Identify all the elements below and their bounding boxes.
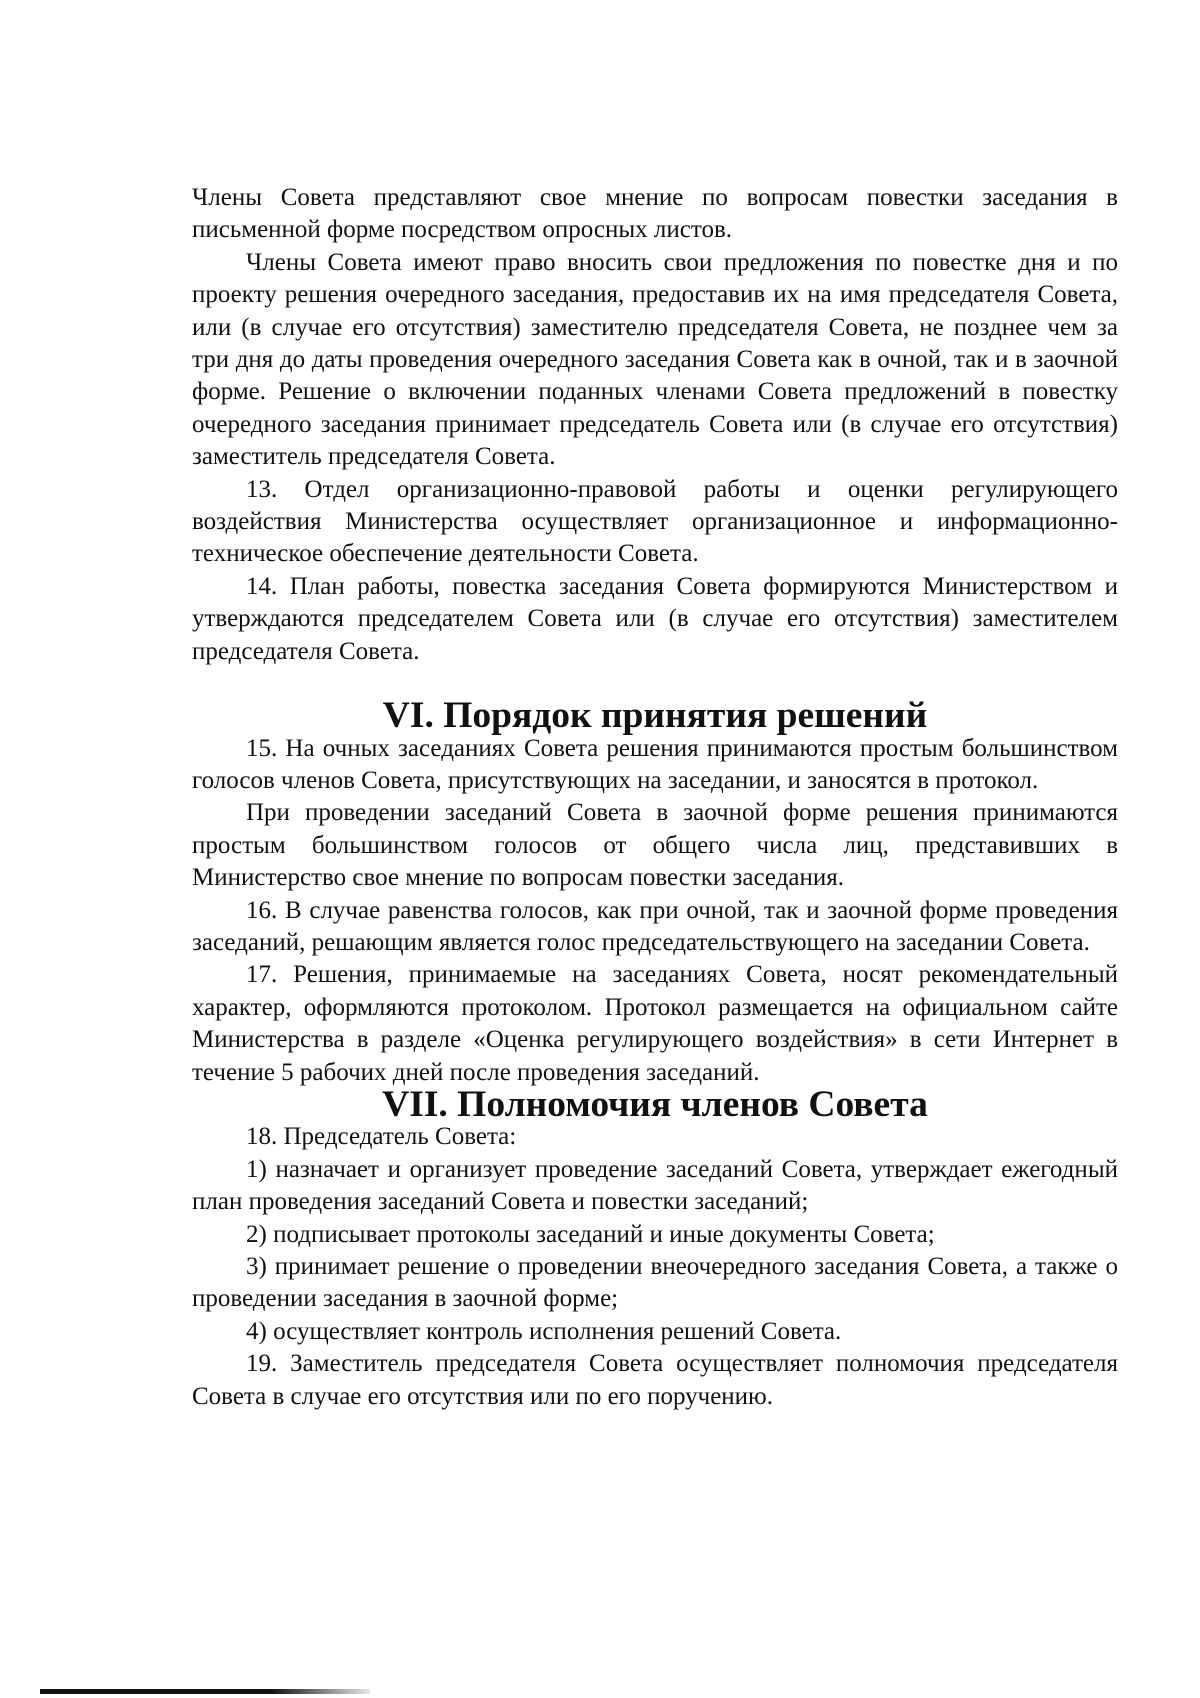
paragraph-15: 15. На очных заседаниях Совета решения принимаются простым большинством голосов членов Совета, присутствующих на заседании, и заносятся в протокол. [192,734,1118,794]
list-item-18-4: 4) осуществляет контроль исполнения решений Совета. [246,1317,842,1345]
paragraph-18: 18. Председатель Совета: [246,1123,517,1151]
paragraph-proposals: Члены Совета имеют право вносить свои предложения по повестке дня и по проекту решения очередного заседания, предоставив их на имя председателя Совета, или (в случае его отсутствия) заместителю председателя Совета, не позднее чем за три дня до даты проведения очередного заседания Совета как в очной, так и в заочной форме. Решение о включении поданных членами Совета предложений в повестку очередного заседания принимает председатель Совета или (в случае его отсутствия) заместитель председателя Совета. [192,248,1118,471]
scan-edge-line [40,1689,370,1694]
section-heading-vii: VII. Полномочия членов Совета [382,1083,928,1125]
paragraph-14: 14. План работы, повестка заседания Совета формируются Министерством и утверждаются председателем Совета или (в случае его отсутствия) заместителем председателя Совета. [192,572,1118,665]
paragraph-16: 16. В случае равенства голосов, как при очной, так и заочной форме проведения заседаний, решающим является голос председательствующего на заседании Совета. [192,896,1118,956]
document-page [192,182,1118,1413]
paragraph-13: 13. Отдел организационно-правовой работы и оценки регулирующего воздействия Министерства осуществляет организационное и информационно-техническое обеспечение деятельности Совета. [192,475,1118,568]
list-item-18-2: 2) подписывает протоколы заседаний и иные документы Совета; [246,1220,935,1248]
paragraph-absentee-voting: При проведении заседаний Совета в заочной форме решения принимаются простым большинством голосов от общего числа лиц, представивших в Министерство свое мнение по вопросам повестки заседания. [192,799,1118,892]
paragraph-opinion-written: Члены Совета представляют свое мнение по вопросам повестки заседания в письменной форме посредством опросных листов. [192,184,1118,244]
list-item-18-3: 3) принимает решение о проведении внеочередного заседания Совета, а также о проведении заседания в заочной форме; [192,1253,1118,1313]
section-heading-vi: VI. Порядок принятия решений [382,695,928,737]
paragraph-19: 19. Заместитель председателя Совета осуществляет полномочия председателя Совета в случае его отсутствия или по его поручению. [192,1350,1118,1410]
paragraph-17: 17. Решения, принимаемые на заседаниях Совета, носят рекомендательный характер, оформляются протоколом. Протокол размещается на официальном сайте Министерства в разделе «Оценка регулирующего воздействия» в сети Интернет в течение 5 рабочих дней после проведения заседаний. [192,961,1118,1086]
list-item-18-1: 1) назначает и организует проведение заседаний Совета, утверждает ежегодный план проведения заседаний Совета и повестки заседаний; [192,1155,1118,1216]
